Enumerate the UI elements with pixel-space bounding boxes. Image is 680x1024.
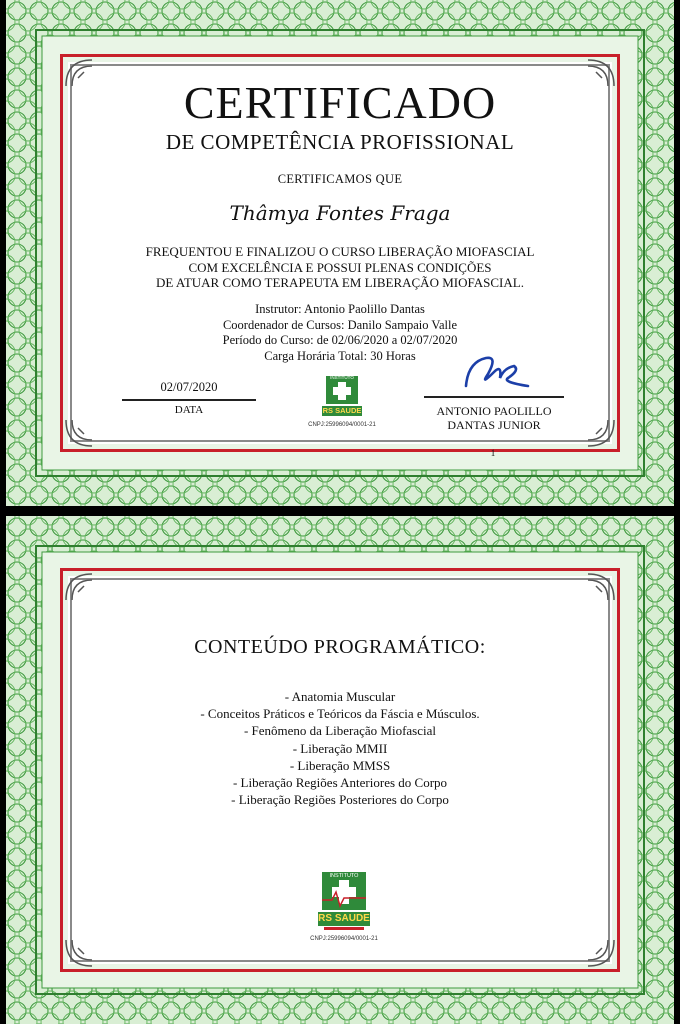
date-line bbox=[122, 399, 256, 401]
coordinator-line: Coordenador de Cursos: Danilo Sampaio Valle bbox=[222, 317, 458, 332]
institute-logo bbox=[318, 872, 370, 932]
list-item: - Liberação MMSS bbox=[289, 757, 391, 773]
corner-ornament-icon bbox=[586, 938, 616, 968]
program-heading: CONTEÚDO PROGRAMÁTICO: bbox=[194, 636, 486, 658]
logo-top-text: INSTITUTO bbox=[330, 375, 354, 380]
list-item: - Conceitos Práticos e Teóricos da Fáscia e Músculos. bbox=[200, 706, 480, 722]
corner-ornament-icon bbox=[586, 572, 616, 602]
list-item: - Liberação MMII bbox=[292, 740, 388, 756]
program-list bbox=[6, 688, 674, 808]
logo-name-text: RS SAUDE bbox=[322, 406, 362, 415]
list-item: - Fenômeno da Liberação Miofascial bbox=[243, 723, 437, 739]
signature-line bbox=[424, 396, 564, 398]
recipient-name: Thâmya Fontes Fraga bbox=[229, 201, 451, 225]
signer-name-line: DANTAS JUNIOR bbox=[447, 418, 541, 432]
description-line: DE ATUAR COMO TERAPEUTA EM LIBERAÇÃO MIOFASCIAL. bbox=[156, 275, 524, 290]
certificate-title: CERTIFICADO bbox=[183, 77, 497, 128]
page-number: 1 bbox=[490, 448, 496, 458]
signature-icon bbox=[458, 348, 538, 394]
description-line: COM EXCELÊNCIA E POSSUI PLENAS CONDIÇÕES bbox=[188, 259, 492, 275]
signer-name-line: ANTONIO PAOLILLO bbox=[436, 404, 552, 418]
institute-logo bbox=[322, 376, 362, 420]
logo-name-text: RS SAUDE bbox=[318, 913, 370, 924]
period-line: Período do Curso: de 02/06/2020 a 02/07/2020 bbox=[222, 333, 458, 347]
cnpj-text: CNPJ:25996094/0001-21 bbox=[308, 422, 376, 428]
workload-line: Carga Horária Total: 30 Horas bbox=[264, 348, 416, 363]
description-line: FREQUENTOU E FINALIZOU O CURSO LIBERAÇÃO MIOFASCIAL bbox=[145, 244, 535, 259]
corner-ornament-icon bbox=[64, 938, 94, 968]
list-item: - Liberação Regiões Posteriores do Corpo bbox=[231, 792, 449, 808]
certify-label: CERTIFICAMOS QUE bbox=[277, 172, 403, 186]
certificate-back bbox=[6, 516, 674, 1024]
date-label: DATA bbox=[174, 404, 204, 416]
corner-ornament-icon bbox=[586, 418, 616, 448]
cnpj-text: CNPJ:25996094/0001-21 bbox=[310, 936, 378, 942]
date-value: 02/07/2020 bbox=[160, 380, 218, 394]
corner-ornament-icon bbox=[64, 572, 94, 602]
certificate-subtitle: DE COMPETÊNCIA PROFISSIONAL bbox=[165, 130, 515, 154]
course-description bbox=[6, 244, 674, 291]
instructor-line: Instrutor: Antonio Paolillo Dantas bbox=[255, 302, 425, 316]
logo-top-text: INSTITUTO bbox=[329, 873, 359, 879]
signer-name bbox=[414, 404, 574, 432]
corner-ornament-icon bbox=[64, 418, 94, 448]
certificate-front bbox=[6, 0, 674, 506]
list-item: - Anatomia Muscular bbox=[284, 689, 396, 704]
course-info bbox=[6, 302, 674, 364]
list-item: - Liberação Regiões Anteriores do Corpo bbox=[232, 775, 448, 791]
